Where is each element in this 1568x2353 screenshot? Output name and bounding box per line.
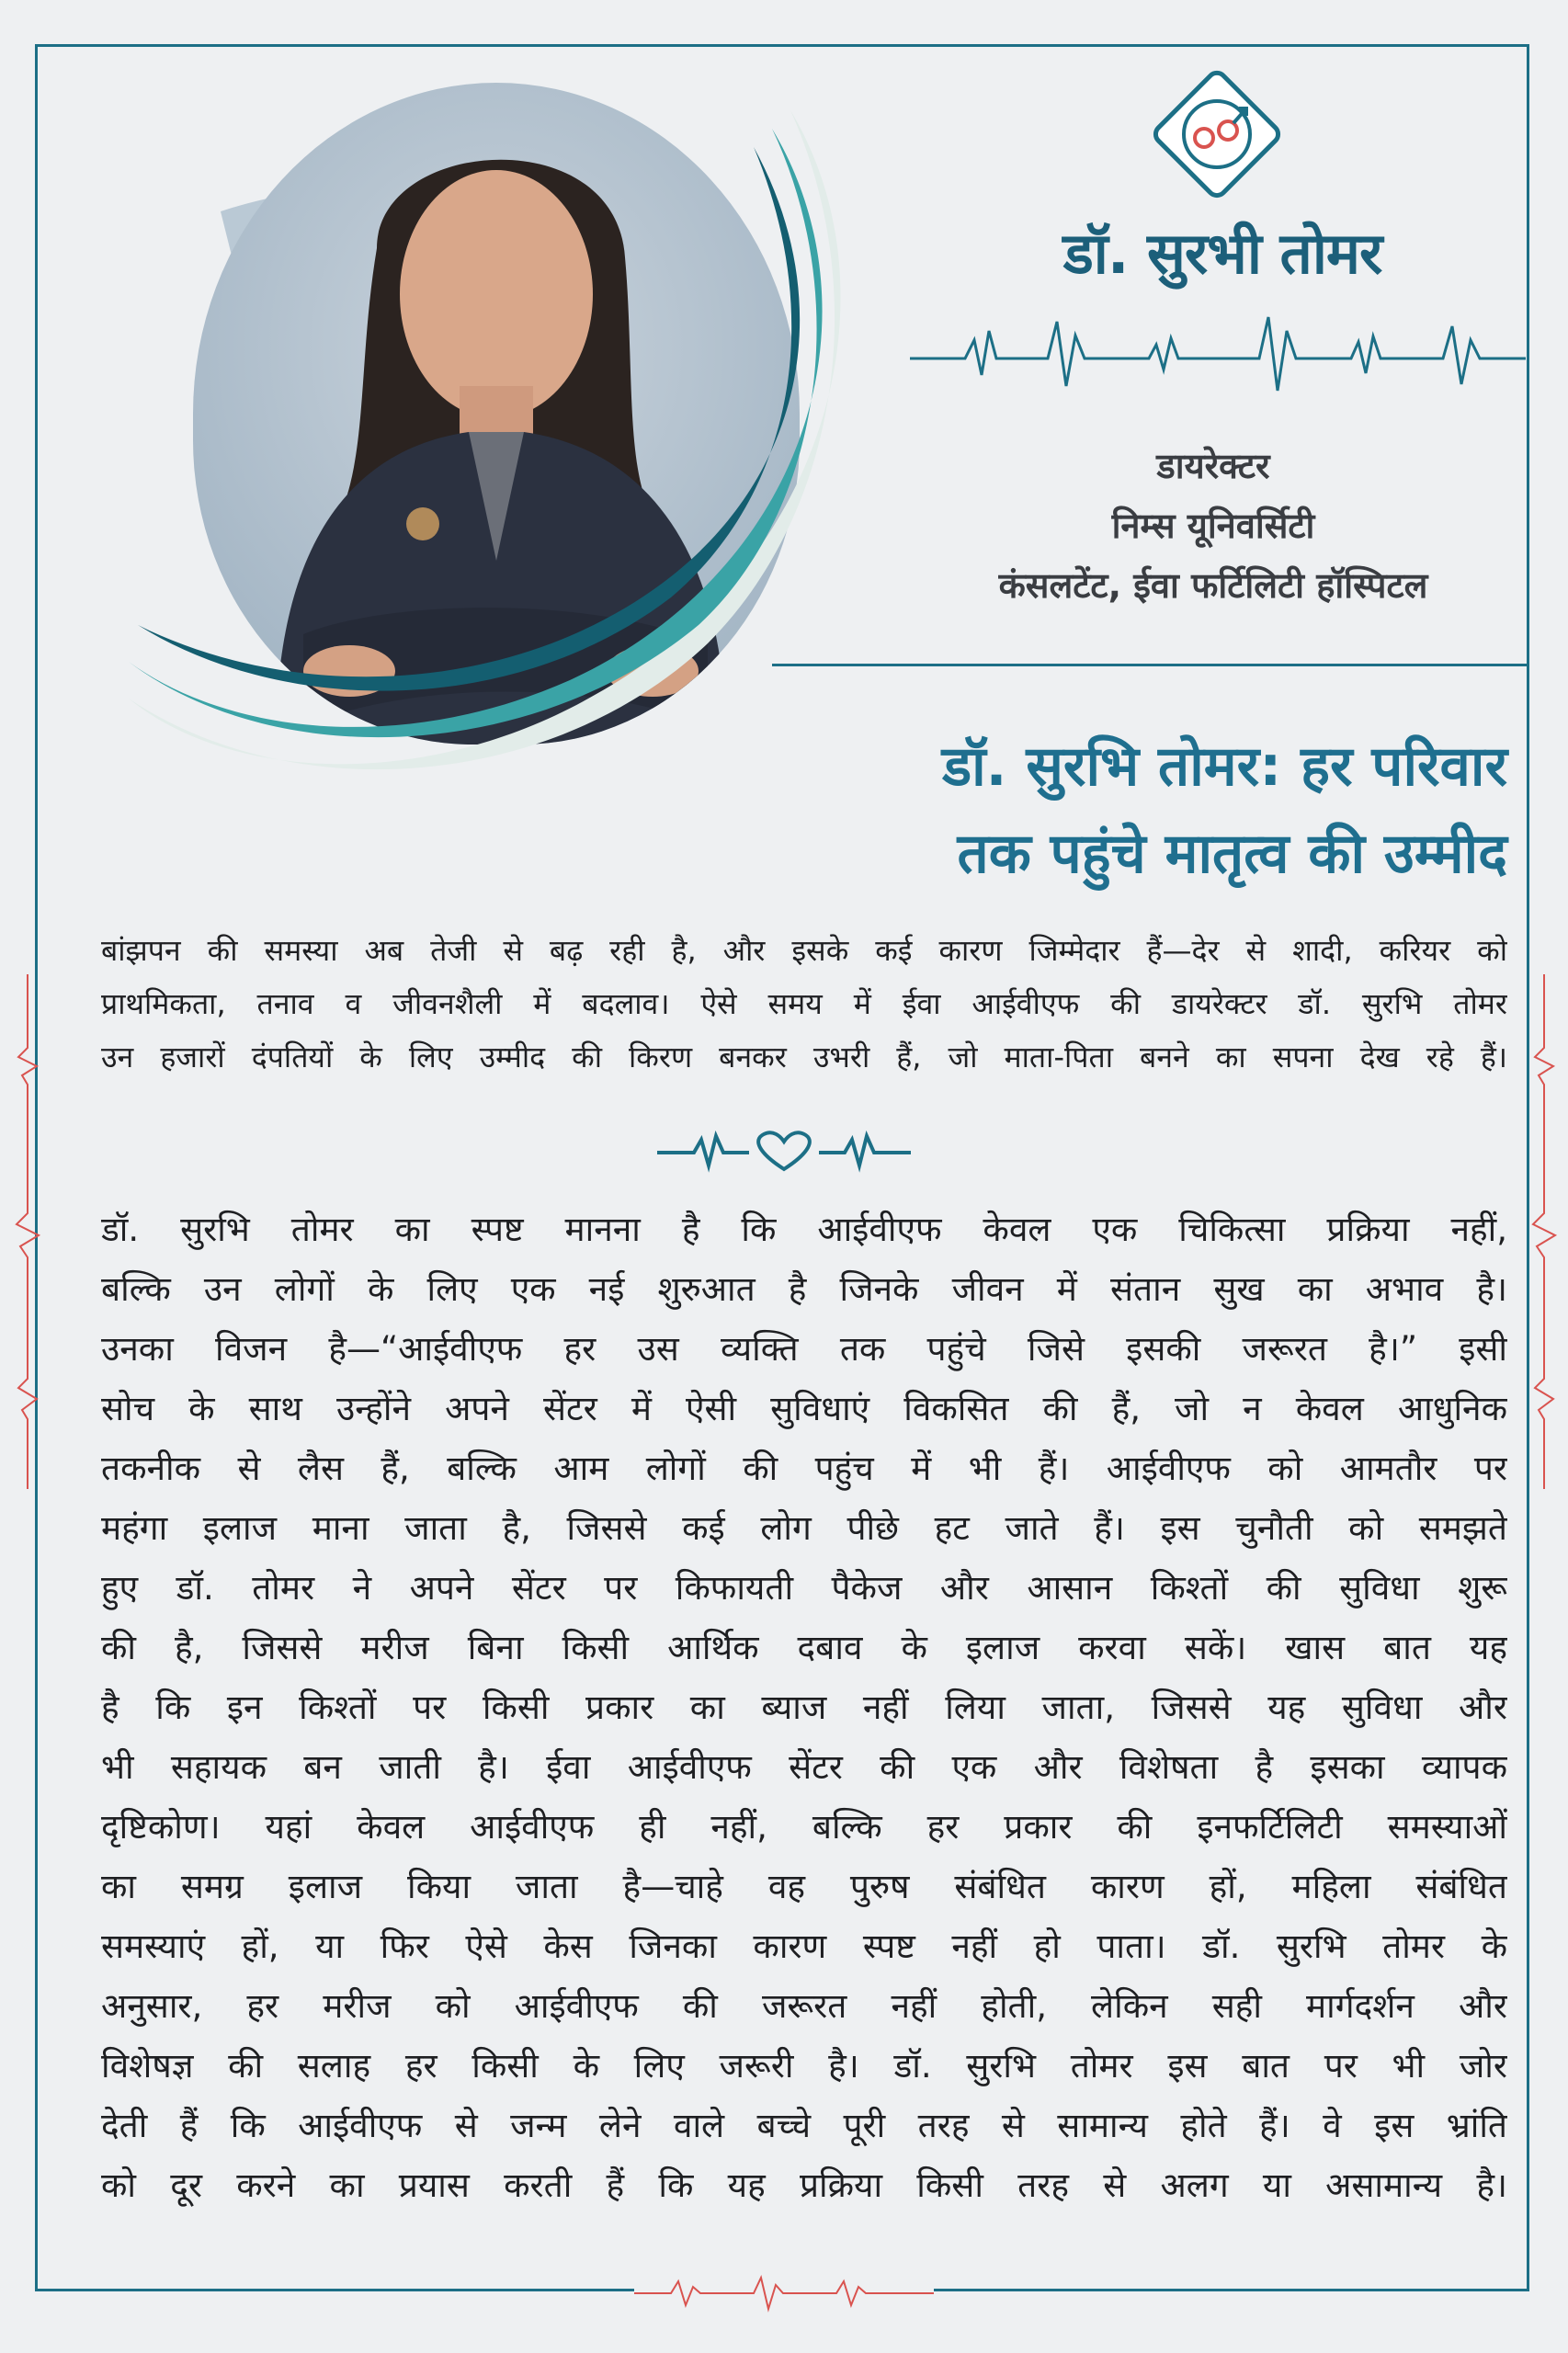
body-line: उनका विजन है—“आईवीएफ हर उस व्यक्ति तक पहुंचे जिसे इसकी जरूरत है।” इसी (101, 1329, 1507, 1369)
left-ecg-decoration (9, 974, 46, 1489)
body-line: का समग्र इलाज किया जाता है—चाहे वह पुरुष संबंधित कारण हों, महिला संबंधित (101, 1867, 1507, 1906)
body-line: समस्याएं हों, या फिर ऐसे केस जिनका कारण स्पष्ट नहीं हो पाता। डॉ. सुरभि तोमर के (101, 1927, 1507, 1966)
body-line: सोच के साथ उन्होंने अपने सेंटर में ऐसी सुविधाएं विकसित की हैं, जो न केवल आधुनिक (101, 1389, 1507, 1428)
headline-line-2: तक पहुंचे मातृत्व की उम्मीद (957, 822, 1507, 886)
doctor-role-2: निम्स यूनिवर्सिटी (1111, 506, 1315, 546)
heartbeat-heart-icon (657, 1123, 911, 1178)
body-line: है कि इन किश्तों पर किसी प्रकार का ब्याज नहीं लिया जाता, जिससे यह सुविधा और (101, 1688, 1507, 1727)
intro-line: उन हजारों दंपतियों के लिए उम्मीद की किरण बनकर उभरी हैं, जो माता-पिता बनने का सपना देख रहे हैं। (101, 1040, 1507, 1074)
body-line: महंगा इलाज माना जाता है, जिससे कई लोग पीछे हट जाते हैं। इस चुनौती को समझते (101, 1508, 1507, 1548)
body-line: विशेषज्ञ की सलाह हर किसी के लिए जरूरी है। डॉ. सुरभि तोमर इस बात पर भी जोर (101, 2046, 1507, 2086)
header-divider-line (772, 664, 1529, 666)
body-paragraph (101, 1199, 1507, 2215)
bottom-ecg-decoration (634, 2270, 934, 2316)
intro-paragraph (101, 924, 1507, 1084)
body-line: की है, जिससे मरीज बिना किसी आर्थिक दबाव के इलाज करवा सकें। खास बात यह (101, 1628, 1507, 1667)
doctor-name: डॉ. सुरभी तोमर (1062, 220, 1382, 287)
headline-line-1: डॉ. सुरभि तोमर: हर परिवार (942, 734, 1507, 799)
body-line: तकनीक से लैस हैं, बल्कि आम लोगों की पहुंच में भी हैं। आईवीएफ को आमतौर पर (101, 1449, 1507, 1488)
intro-line: प्राथमिकता, तनाव व जीवनशैली में बदलाव। ऐसे समय में ईवा आईवीएफ की डायरेक्टर डॉ. सुरभि तोमर (101, 986, 1507, 1021)
intro-line: बांझपन की समस्या अब तेजी से बढ़ रही है, और इसके कई कारण जिम्मेदार हैं—देर से शादी, करियर को (101, 933, 1507, 968)
header-ecg-line (910, 303, 1526, 404)
doctor-role-3: कंसलटेंट, ईवा फर्टिलिटी हॉस्पिटल (998, 565, 1428, 606)
body-line: डॉ. सुरभि तोमर का स्पष्ट मानना है कि आईवीएफ केवल एक चिकित्सा प्रक्रिया नहीं, (101, 1210, 1507, 1249)
body-line: को दूर करने का प्रयास करती हैं कि यह प्रक्रिया किसी तरह से अलग या असामान्य है। (101, 2165, 1507, 2205)
fertility-logo-icon (1140, 57, 1294, 211)
body-line: दृष्टिकोण। यहां केवल आईवीएफ ही नहीं, बल्कि हर प्रकार की इनफर्टिलिटी समस्याओं (101, 1807, 1507, 1847)
right-ecg-decoration (1526, 974, 1562, 1489)
body-line: देती हैं कि आईवीएफ से जन्म लेने वाले बच्चे पूरी तरह से सामान्य होते हैं। वे इस भ्रांति (101, 2106, 1507, 2145)
body-line: बल्कि उन लोगों के लिए एक नई शुरुआत है जिनके जीवन में संतान सुख का अभाव है। (101, 1269, 1507, 1309)
body-line: हुए डॉ. तोमर ने अपने सेंटर पर किफायती पैकेज और आसान किश्तों की सुविधा शुरू (101, 1568, 1507, 1608)
doctor-role-1: डायरेक्टर (1156, 446, 1270, 486)
body-line: अनुसार, हर मरीज को आईवीएफ की जरूरत नहीं होती, लेकिन सही मार्गदर्शन और (101, 1986, 1507, 2026)
body-line: भी सहायक बन जाती है। ईवा आईवीएफ सेंटर की एक और विशेषता है इसका व्यापक (101, 1747, 1507, 1787)
